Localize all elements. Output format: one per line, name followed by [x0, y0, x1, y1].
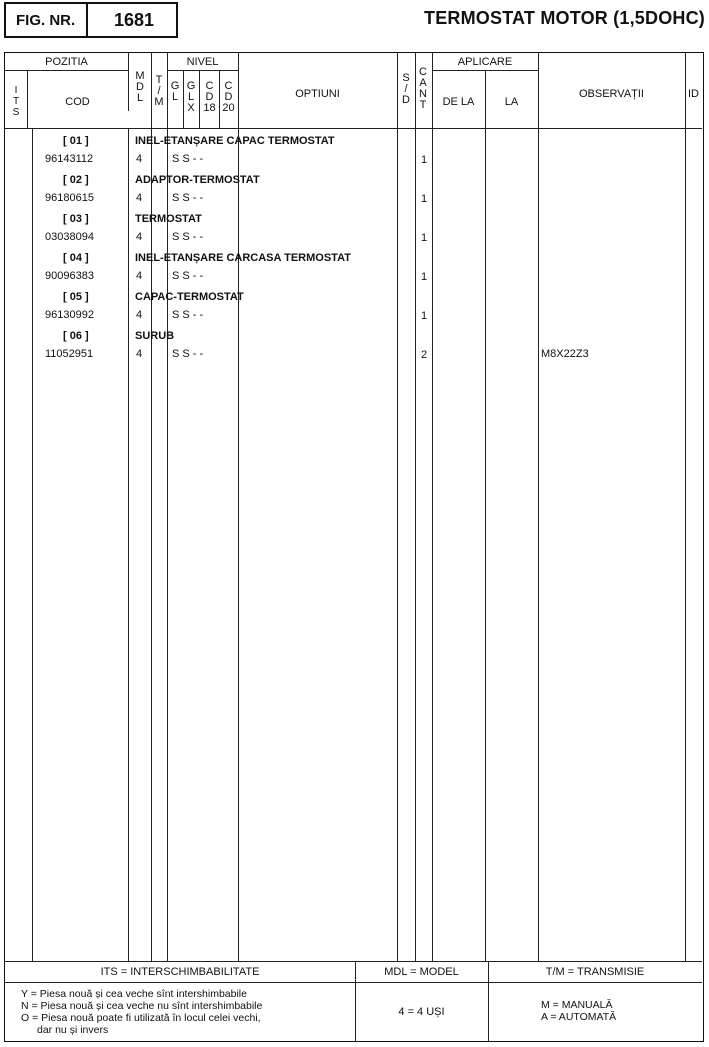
legend-tm-lines: M = MANUALĂ A = AUTOMATĂ — [541, 999, 617, 1023]
row-part-code: 96130992 — [45, 309, 94, 321]
nivel-header: NIVEL — [186, 56, 219, 68]
row-part-code: 96180615 — [45, 192, 94, 204]
la-header: LA — [504, 96, 519, 108]
legend-mdl-value: 4 = 4 UȘI — [398, 1006, 445, 1018]
optiuni-divider — [397, 53, 398, 128]
pozitia-underline — [5, 70, 128, 71]
cd18-header: C D 18 — [203, 80, 216, 114]
body-la-divider — [538, 128, 539, 961]
row-part-code: 11052951 — [45, 348, 94, 360]
mdl-header: M D L — [135, 70, 145, 104]
row-position: [ 03 ] — [63, 213, 89, 225]
row-part-name: INEL-ETANȘARE CAPAC TERMOSTAT — [135, 135, 335, 147]
legend-its-title: ITS = INTERSCHIMBABILITATE — [100, 966, 260, 978]
body-optiuni-divider — [397, 128, 398, 961]
cod-header: COD — [65, 96, 90, 108]
body-cod-divider — [128, 128, 129, 961]
row-mdl: 4 — [136, 348, 143, 360]
row-part-name: SURUB — [135, 330, 175, 342]
row-observatii: M8X22Z3 — [541, 348, 589, 360]
row-levels: S S - - — [172, 309, 204, 321]
row-part-code: 96143112 — [45, 153, 94, 165]
row-position: [ 04 ] — [63, 252, 89, 264]
dela-header: DE LA — [442, 96, 475, 108]
row-mdl: 4 — [136, 231, 143, 243]
row-part-name: CAPAC-TERMOSTAT — [135, 291, 244, 303]
legend-tm-title: T/M = TRANSMISIE — [545, 966, 645, 978]
row-levels: S S - - — [172, 192, 204, 204]
row-mdl: 4 — [136, 270, 143, 282]
body-sd-divider — [415, 128, 416, 961]
row-quantity: 1 — [421, 271, 428, 283]
gl-header: G L — [170, 80, 180, 103]
fig-number-box — [4, 2, 178, 38]
cant-header: C A N T — [419, 66, 427, 111]
row-part-name: TERMOSTAT — [135, 213, 202, 225]
body-its-divider — [32, 128, 33, 961]
body-dela-divider — [485, 128, 486, 961]
pozitia-divider — [128, 53, 129, 111]
tm-header: T / M — [154, 74, 164, 108]
observatii-header: OBSERVAȚII — [578, 88, 644, 100]
cd20-header: C D 20 — [222, 80, 235, 114]
fig-number: 1681 — [114, 10, 155, 30]
legend-mdl-title: MDL = MODEL — [384, 966, 459, 978]
row-mdl: 4 — [136, 309, 143, 321]
row-levels: S S - - — [172, 348, 204, 360]
parts-table — [4, 52, 704, 1042]
row-levels: S S - - — [172, 270, 204, 282]
page-title: TERMOSTAT MOTOR (1,5DOHC) — [424, 8, 705, 28]
glx-header: G L X — [186, 80, 196, 114]
legend-top-line — [5, 961, 702, 962]
header-divider — [5, 128, 702, 129]
row-quantity: 1 — [421, 310, 428, 322]
row-part-name: ADAPTOR-TERMOSTAT — [135, 174, 260, 186]
body-cant-divider — [432, 128, 433, 961]
nivel-underline — [167, 70, 238, 71]
row-quantity: 2 — [421, 349, 428, 361]
pozitia-header: POZITIA — [45, 56, 88, 68]
optiuni-header: OPTIUNI — [295, 88, 340, 100]
legend-its-lines: Y = Piesa nouă și cea veche sînt intershimbabile N = Piesa nouă și cea veche nu sînt intershimbabile O = Piesa nouă poate fi utilizată în locul celei vechi, dar nu și invers — [21, 988, 263, 1036]
row-position: [ 02 ] — [63, 174, 89, 186]
legend-header-line — [5, 982, 702, 983]
id-header: ID — [688, 88, 699, 100]
row-levels: S S - - — [172, 231, 204, 243]
sd-header: S / D — [402, 72, 410, 106]
row-quantity: 1 — [421, 232, 428, 244]
fig-box-divider — [86, 4, 88, 36]
row-position: [ 06 ] — [63, 330, 89, 342]
row-mdl: 4 — [136, 153, 143, 165]
row-quantity: 1 — [421, 193, 428, 205]
row-mdl: 4 — [136, 192, 143, 204]
its-header: I T S — [12, 85, 20, 118]
row-quantity: 1 — [421, 154, 428, 166]
row-position: [ 05 ] — [63, 291, 89, 303]
row-position: [ 01 ] — [63, 135, 89, 147]
body-obs-divider — [685, 128, 686, 961]
row-part-name: INEL-ETANȘARE CARCASA TERMOSTAT — [135, 252, 351, 264]
fig-label: FIG. NR. — [16, 12, 76, 29]
aplicare-header: APLICARE — [457, 56, 513, 68]
row-levels: S S - - — [172, 153, 204, 165]
row-part-code: 03038094 — [45, 231, 94, 243]
row-part-code: 90096383 — [45, 270, 94, 282]
